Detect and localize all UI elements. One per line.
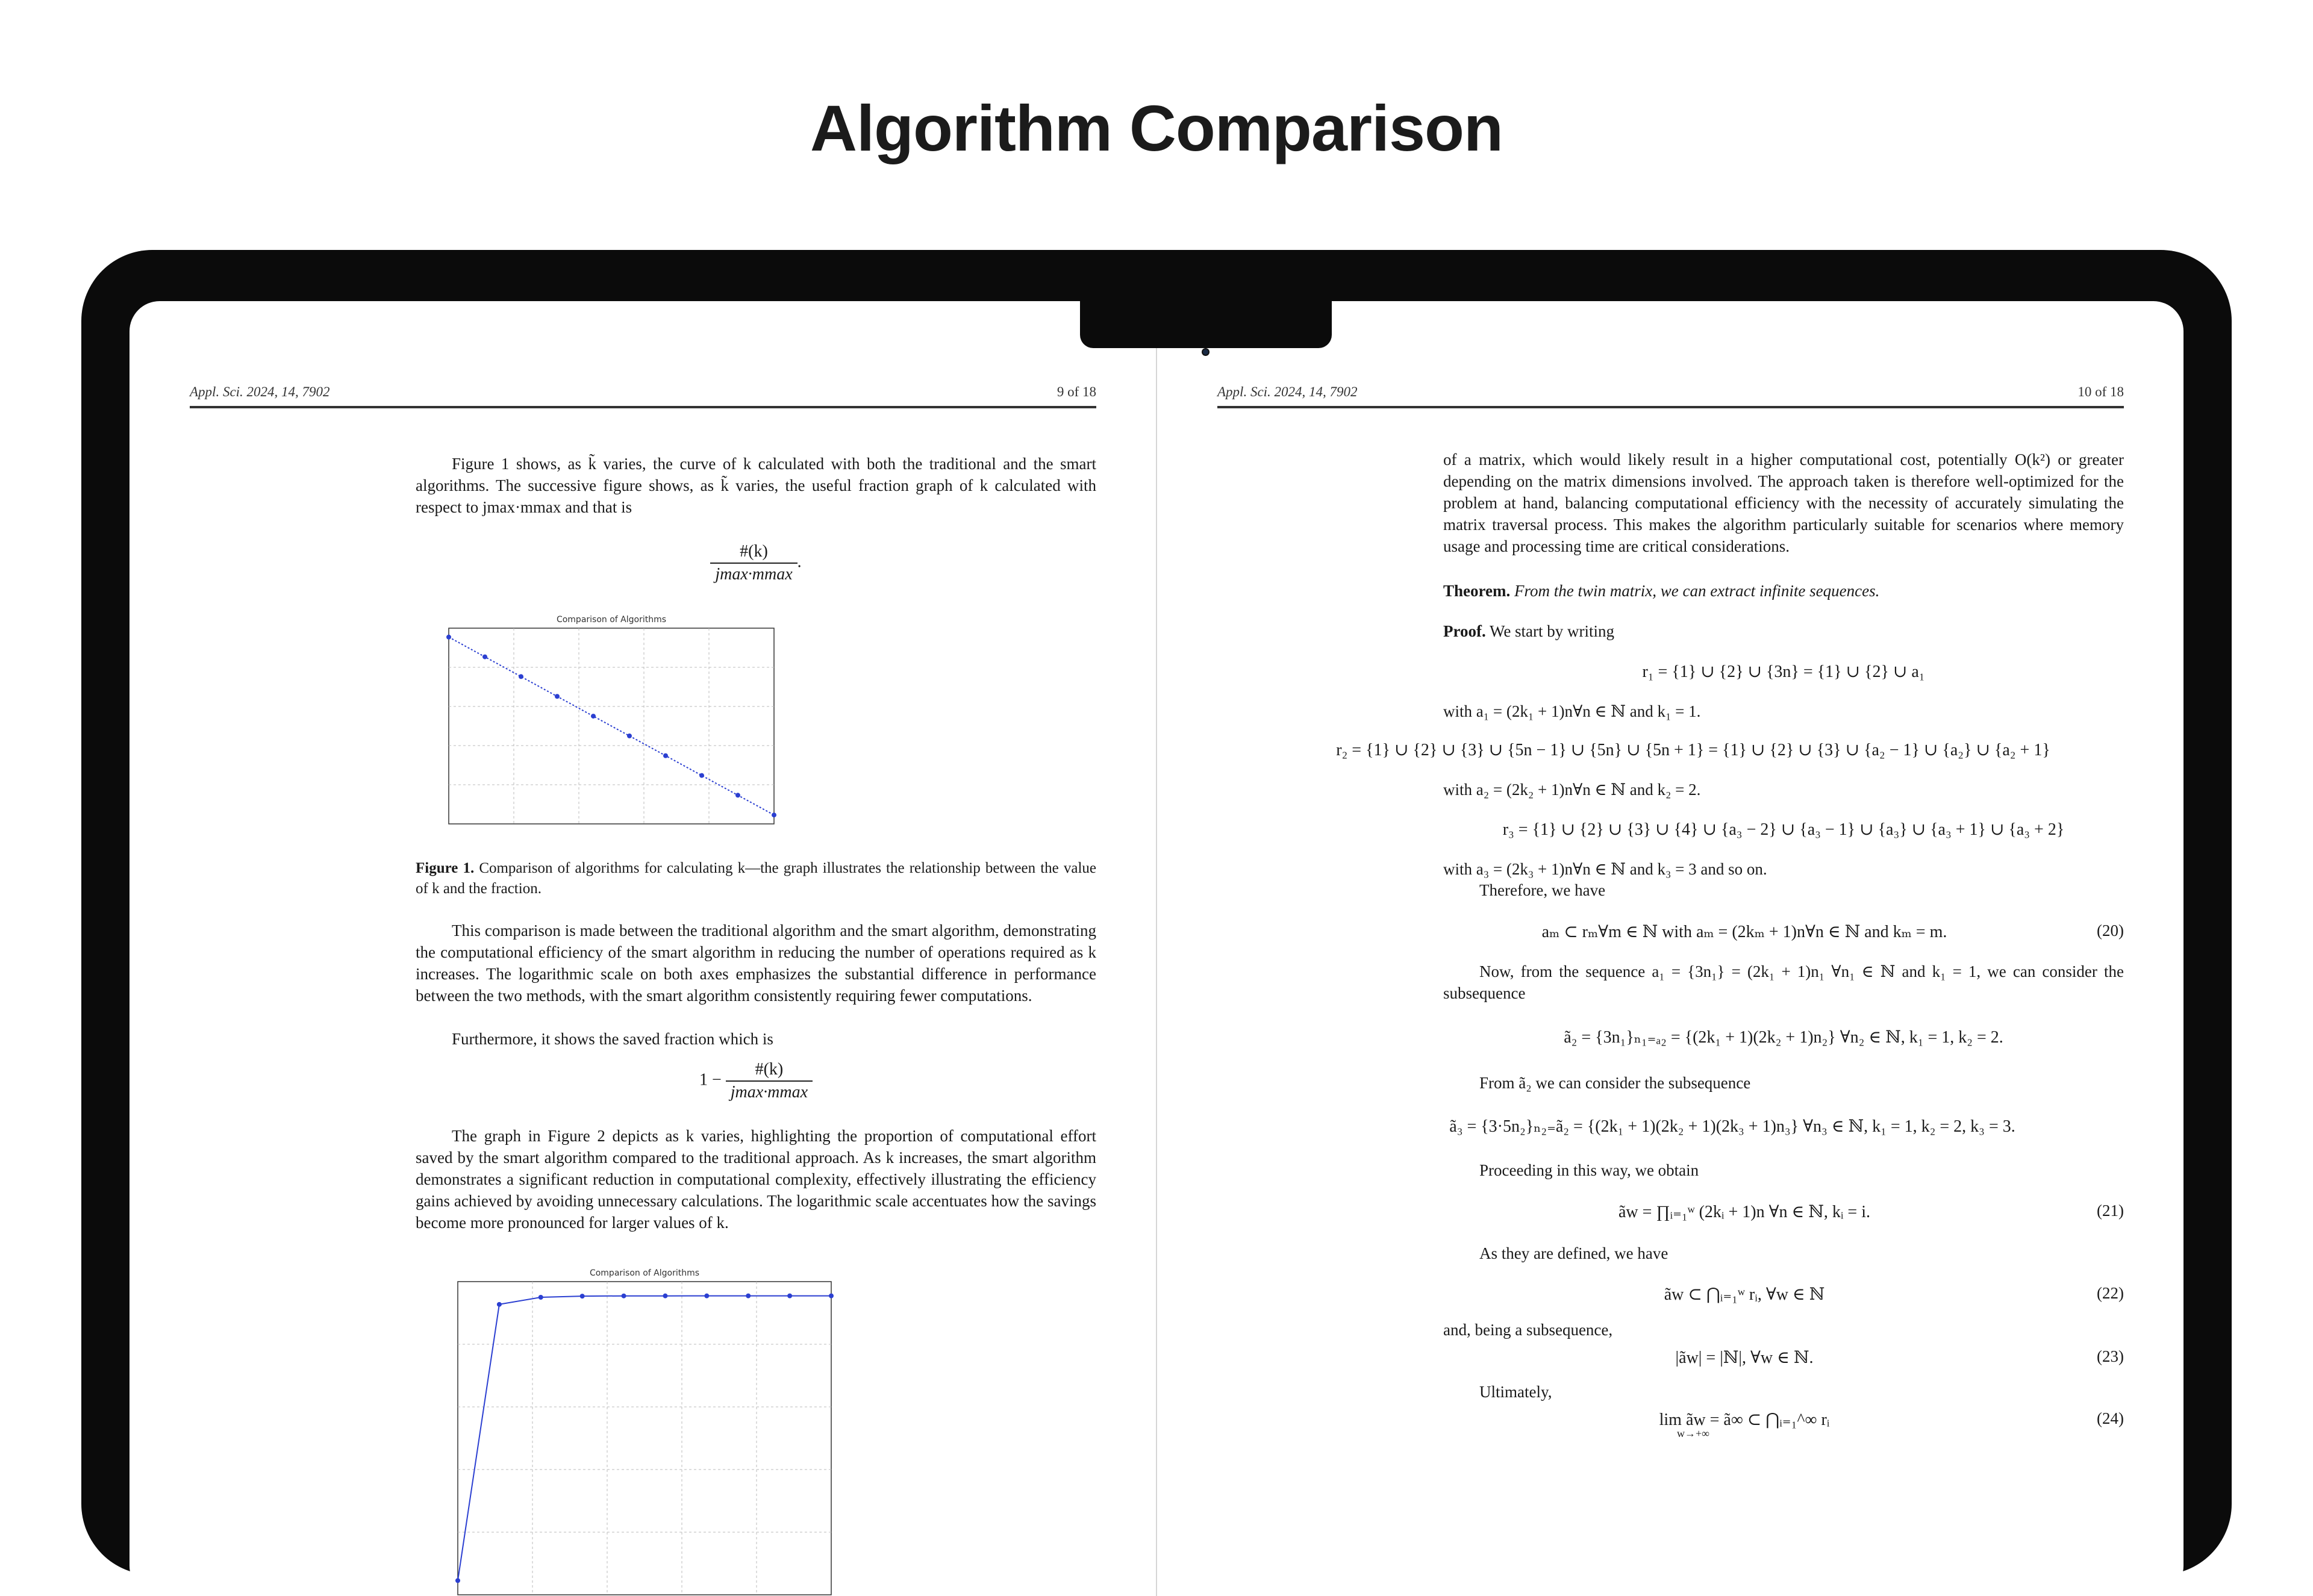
figure-2-chart (416, 1265, 849, 1596)
equation-24 (1443, 1409, 2046, 1440)
data-point (772, 812, 776, 817)
paragraph: Figure 1 shows, as k̃ varies, the curve of k calculated with both the traditional and the smart algorithms. The successive figure shows, as k̃ varies, the useful fraction graph of k calculated with respect to jmax·mmax and that is (416, 455, 1096, 516)
figure-1-chart (416, 613, 789, 842)
proof-label: Proof. (1443, 622, 1486, 640)
header-journal: Appl. Sci. 2024, 14, 7902 (1217, 384, 1358, 399)
header-page-number: 9 of 18 (1057, 384, 1096, 399)
data-point (580, 1294, 585, 1298)
paragraph: This comparison is made between the traditional algorithm and the smart algorithm, demonstrating the computational efficiency of the smart algorithm in reducing the number of operations required as k increases. The logarithmic scale on both axes emphasizes the substantial difference in performance between the two methods, with the smart algorithm consistently requiring fewer computations. (416, 921, 1096, 1005)
data-point (622, 1294, 626, 1298)
equation-suffix: . (797, 552, 802, 572)
caption-label: Figure 1. (416, 860, 475, 876)
plot-frame (458, 1282, 831, 1595)
text-line: Therefore, we have (1479, 881, 1606, 899)
text-line: and, being a subsequence, (1443, 1321, 1613, 1339)
theorem-text: From the twin matrix, we can extract infinite sequences. (1510, 582, 1880, 600)
pdf-page-left[interactable] (130, 301, 1153, 1596)
equation-prefix: 1 − (699, 1070, 722, 1089)
equation-number: (22) (2097, 1284, 2124, 1302)
data-point (455, 1578, 460, 1583)
equation-number: (23) (2097, 1347, 2124, 1365)
theorem-label: Theorem. (1443, 582, 1511, 600)
data-point (538, 1295, 543, 1300)
equation-a2: ã₂ = {3n₁}ₙ₁₌ₐ₂ = {(2k₁ + 1)(2k₂ + 1)n₂} ∀n₂ ∈ ℕ, k₁ = 1, k₂ = 2. (1564, 1028, 2003, 1047)
paragraph: Furthermore, it shows the saved fraction which is (452, 1030, 773, 1048)
chart-title: Comparison of Algorithms (589, 1268, 700, 1278)
data-point (555, 694, 560, 699)
series-line (449, 637, 774, 815)
equation-24-body: lim ãw = ã∞ ⊂ ⋂ᵢ₌₁^∞ rᵢ (1659, 1411, 1830, 1429)
chart-title: Comparison of Algorithms (556, 615, 667, 625)
page-header (190, 384, 1096, 408)
equation-20: aₘ ⊂ rₘ∀m ∈ ℕ with aₘ = (2kₘ + 1)n∀n ∈ ℕ and kₘ = m. (1541, 923, 1947, 941)
equation-fraction (416, 542, 1096, 584)
figure-2-svg (416, 1265, 849, 1596)
equation-number: (21) (2097, 1202, 2124, 1220)
proof-text: We start by writing (1485, 622, 1615, 640)
equation-r3: r₃ = {1} ∪ {2} ∪ {3} ∪ {4} ∪ {a₃ − 2} ∪ {a₃ − 1} ∪ {a₃} ∪ {a₃ + 1} ∪ {a₃ + 2} (1502, 820, 2065, 839)
equation-saved-fraction (416, 1060, 1096, 1102)
text-line: From ã₂ we can consider the subsequence (1479, 1074, 1751, 1092)
header-journal: Appl. Sci. 2024, 14, 7902 (190, 384, 330, 399)
equation-23: |ãw| = |ℕ|, ∀w ∈ ℕ. (1675, 1348, 1814, 1367)
data-point (591, 714, 596, 719)
limit-subscript: w→+∞ (1677, 1427, 1709, 1439)
laptop-frame (81, 250, 2232, 1575)
equation-number: (24) (2097, 1409, 2124, 1427)
caption-text: Comparison of algorithms for calculating k—the graph illustrates the relationship between the value of k and the fraction. (416, 860, 1096, 897)
text-line: Proceeding in this way, we obtain (1479, 1161, 1699, 1179)
proof (1443, 620, 2124, 642)
fraction-numerator: #(k) (710, 542, 797, 564)
data-point (699, 773, 704, 778)
theorem (1443, 580, 2124, 602)
header-page-number: 10 of 18 (2077, 384, 2124, 399)
data-point (482, 655, 487, 659)
data-point (746, 1294, 751, 1298)
page-title: Algorithm Comparison (810, 92, 1503, 164)
text-line: with a₁ = (2k₁ + 1)n∀n ∈ ℕ and k₁ = 1. (1443, 702, 1701, 720)
data-point (519, 674, 523, 679)
data-point (663, 1294, 667, 1298)
data-point (497, 1302, 502, 1307)
text-line: with a₃ = (2k₃ + 1)n∀n ∈ ℕ and k₃ = 3 and so on. (1443, 860, 1767, 878)
data-point (829, 1294, 834, 1298)
equation-22: ãw ⊂ ⋂ᵢ₌₁ʷ rᵢ, ∀w ∈ ℕ (1664, 1285, 1825, 1304)
data-point (735, 793, 740, 797)
equation-r2: r₂ = {1} ∪ {2} ∪ {3} ∪ {5n − 1} ∪ {5n} ∪ {5n + 1} = {1} ∪ {2} ∪ {3} ∪ {a₂ − 1} ∪ {a₂} ∪ {a₂ + 1} (1336, 741, 2050, 759)
data-point (787, 1294, 792, 1298)
data-point (446, 635, 451, 640)
data-point (663, 753, 668, 758)
data-point (627, 734, 632, 738)
camera-notch (1080, 301, 1332, 348)
page-header (1217, 384, 2124, 408)
equation-21: ãw = ∏ᵢ₌₁ʷ (2kᵢ + 1)n ∀n ∈ ℕ, kᵢ = i. (1618, 1203, 1870, 1221)
equation-r1: r₁ = {1} ∪ {2} ∪ {3n} = {1} ∪ {2} ∪ a₁ (1642, 662, 1925, 681)
paragraph: The graph in Figure 2 depicts as k varies, highlighting the proportion of computational effort saved by the smart algorithm compared to the traditional approach. As k increases, the smart algorithm demonstrates a significant reduction in computational complexity, effectively illustrating the efficiency gains achieved by avoiding unnecessary calculations. The logarithmic scale accentuates how the savings become more pronounced for larger values of k. (416, 1127, 1096, 1232)
fraction-denominator: jmax·mmax (730, 1083, 808, 1102)
figure-1-caption (416, 858, 1096, 899)
fraction-denominator: jmax·mmax (715, 565, 793, 584)
text-line: Ultimately, (1479, 1383, 1552, 1401)
series-line (458, 1296, 831, 1581)
equation-a3: ã₃ = {3·5n₂}ₙ₂₌ã₂ = {(2k₁ + 1)(2k₂ + 1)(2k₃ + 1)n₃} ∀n₃ ∈ ℕ, k₁ = 1, k₂ = 2, k₃ = 3. (1449, 1117, 2015, 1136)
screen (130, 301, 2183, 1596)
paragraph: Now, from the sequence a₁ = {3n₁} = (2k₁ + 1)n₁ ∀n₁ ∈ ℕ and k₁ = 1, we can consider the subsequence (1443, 962, 2124, 1002)
pdf-page-right[interactable] (1157, 301, 2181, 1596)
fraction-numerator: #(k) (726, 1060, 813, 1082)
text-line: with a₂ = (2k₂ + 1)n∀n ∈ ℕ and k₂ = 2. (1443, 781, 1701, 799)
camera-icon (1203, 349, 1208, 355)
data-point (704, 1294, 709, 1298)
text-line: As they are defined, we have (1479, 1244, 1668, 1262)
figure-1-svg (416, 613, 789, 842)
equation-number: (20) (2097, 921, 2124, 940)
paragraph: of a matrix, which would likely result in a higher computational cost, potentially O(k²) or greater depending on the matrix dimensions involved. The approach taken is therefore well-optimized for the problem at hand, balancing computational efficiency with the necessity of accurately simulating the matrix traversal process. This makes the algorithm particularly suitable for scenarios where memory usage and processing time are critical considerations. (1443, 450, 2124, 555)
